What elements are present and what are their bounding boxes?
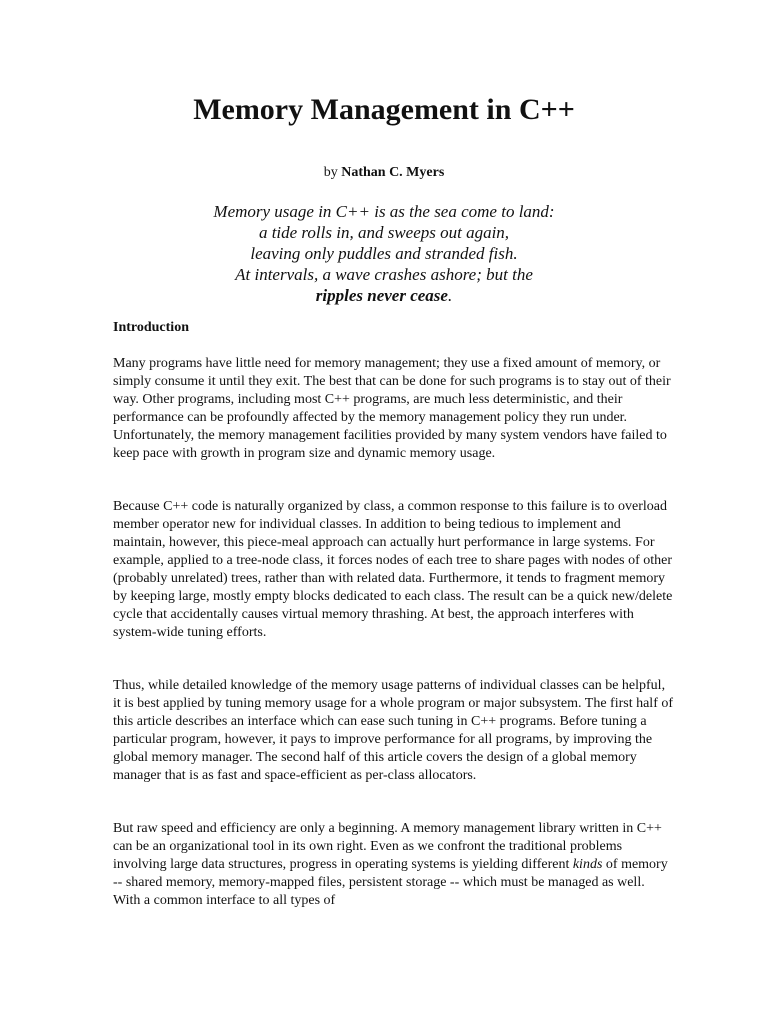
byline <box>0 163 768 183</box>
paragraph: Because C++ code is naturally organized by class, a common response to this failure is to overload member operator new for individual classes. In addition to being tedious to implement and maintain, however, this piece-meal approach can actually hurt performance in large systems. For example, applied to a tree-node class, it forces nodes of each tree to share pages with nodes of other (probably unrelated) trees, rather than with related data. Furthermore, it tends to fragment memory by keeping large, mostly empty blocks dedicated to each class. The result can be a quick new/delete cycle that accidentally causes virtual memory thrashing. At best, the approach interferes with system-wide tuning efforts. <box>113 499 673 640</box>
paragraph: Many programs have little need for memory management; they use a fixed amount of memory, or simply consume it until they exit. The best that can be done for such programs is to stay out of their way. Other programs, including most C++ programs, are much less deterministic, and their performance can be profoundly affected by the memory management policy they run under. Unfortunately, the memory management facilities provided by many system vendors have failed to keep pace with growth in program size and dynamic memory usage. <box>113 356 671 461</box>
paragraph <box>113 820 673 910</box>
section-heading-introduction: Introduction <box>113 320 189 335</box>
paragraph-text: of memory -- shared memory, memory-mapped files, persistent storage -- which must be managed as well. With a common interface to all types of <box>113 857 668 908</box>
byline-prefix: by <box>323 165 342 180</box>
epigraph-emphasis: ripples never cease <box>315 286 448 305</box>
epigraph <box>0 201 768 306</box>
document-title: Memory Management in C++ <box>193 93 575 126</box>
paragraph-text: But raw speed and efficiency are only a beginning. A memory management library written in C++ can be an organizational tool in its own right. Even as we confront the traditional problems involving large data structures, progress in operating systems is yielding different <box>113 821 662 872</box>
epigraph-line: a tide rolls in, and sweeps out again, <box>258 223 510 242</box>
epigraph-end: . <box>447 286 453 305</box>
epigraph-line: leaving only puddles and stranded fish. <box>250 244 518 263</box>
emphasis-kinds: kinds <box>572 857 603 872</box>
epigraph-line: At intervals, a wave crashes ashore; but the <box>235 265 533 284</box>
paragraph: Thus, while detailed knowledge of the memory usage patterns of individual classes can be helpful, it is best applied by tuning memory usage for a whole program or major subsystem. The first half of this article describes an interface which can ease such tuning in C++ programs. Before tuning a particular program, however, it pays to improve performance for all programs, by improving the global memory manager. The second half of this article covers the design of a global memory manager that is as fast and space-efficient as per-class allocators. <box>113 678 674 783</box>
author-name: Nathan C. Myers <box>341 165 445 180</box>
epigraph-line <box>0 285 768 306</box>
epigraph-line: Memory usage in C++ is as the sea come to land: <box>213 202 555 221</box>
